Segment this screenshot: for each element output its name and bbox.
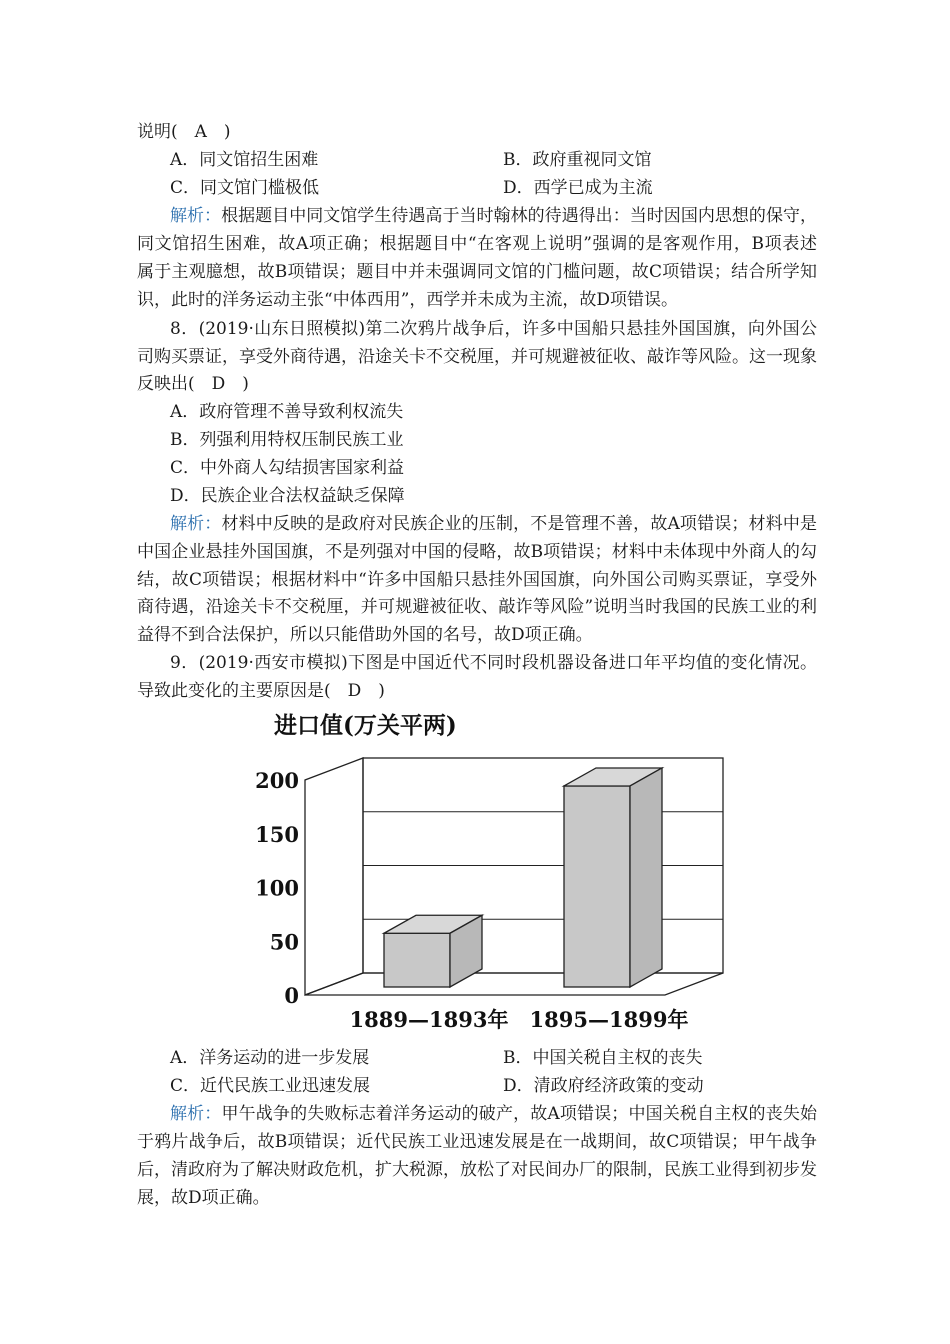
q8-analysis-line-4: 商待遇，沿途关卡不交税厘，并可规避被征收、敲诈等风险”说明当时我国的民族工业的利 — [137, 597, 817, 617]
q7-analysis-line-2: 同文馆招生困难，故A项正确；根据题目中“在客观上说明”强调的是客观作用，B项表述 — [137, 234, 817, 254]
q8-analysis-label: 解析： — [170, 514, 222, 534]
q7-analysis-line-4: 识，此时的洋务运动主张“中体西用”，西学并未成为主流，故D项错误。 — [137, 290, 679, 310]
q8-option-a: A．政府管理不善导致利权流失 — [170, 402, 404, 422]
chart-bar-side — [630, 768, 662, 987]
chart-title: 进口值(万关平两) — [274, 712, 457, 739]
q7-option-a: A．同文馆招生困难 — [170, 150, 319, 170]
q8-option-b: B．列强利用特权压制民族工业 — [170, 430, 404, 450]
q8-option-d: D．民族企业合法权益缺乏保障 — [170, 486, 405, 506]
q9-analysis-line-3: 后，清政府为了解决财政危机，扩大税源，放松了对民间办厂的限制，民族工业得到初步发 — [137, 1160, 817, 1180]
chart-y-tick-label: 50 — [269, 929, 299, 955]
q7-analysis-line-1: 解析：根据题目中同文馆学生待遇高于当时翰林的待遇得出：当时因国内思想的保守， — [170, 206, 818, 226]
q9-option-d: D．清政府经济政策的变动 — [503, 1076, 704, 1096]
chart-floor — [305, 973, 723, 995]
chart-x-axis — [350, 1007, 689, 1032]
q8-stem-line-3: 反映出( D ) — [137, 374, 249, 394]
chart-y-tick-label: 0 — [284, 983, 299, 1008]
q7-analysis-label: 解析： — [170, 206, 222, 226]
q7-stem-tail: 说明( A ) — [137, 122, 231, 142]
chart-bar — [564, 786, 630, 987]
q9-analysis-label: 解析： — [170, 1104, 222, 1124]
q9-option-a: A．洋务运动的进一步发展 — [170, 1048, 370, 1068]
q8-stem-line-1: 8．(2019·山东日照模拟)第二次鸦片战争后，许多中国船只悬挂外国国旗，向外国公 — [170, 319, 817, 339]
chart-x-tick-label: 1889—1893年 — [349, 1007, 509, 1032]
q9-stem-line-1: 9．(2019·西安市模拟)下图是中国近代不同时段机器设备进口年平均值的变化情况。 — [170, 653, 817, 673]
q7-analysis-line-3: 属于主观臆想，故B项错误；题目中并未强调同文馆的门槛问题，故C项错误；结合所学知 — [137, 262, 817, 282]
chart-y-tick-label: 150 — [255, 821, 299, 847]
chart-x-tick-label: 1895—1899年 — [529, 1007, 689, 1032]
q9-analysis-line-1: 解析：甲午战争的失败标志着洋务运动的破产，故A项错误；中国关税自主权的丧失始 — [170, 1104, 817, 1124]
q9-option-b: B．中国关税自主权的丧失 — [503, 1048, 703, 1068]
q8-stem-line-2: 司购买票证，享受外商待遇，沿途关卡不交税厘，并可规避被征收、敲诈等风险。这一现象 — [137, 347, 817, 367]
chart-bars — [384, 768, 662, 987]
q7-option-d: D．西学已成为主流 — [503, 178, 653, 198]
q8-analysis-line-3: 结，故C项错误；根据材料中“许多中国船只悬挂外国国旗，向外国公司购买票证，享受外 — [137, 570, 817, 590]
q8-option-c: C．中外商人勾结损害国家利益 — [170, 458, 405, 478]
q9-option-c: C．近代民族工业迅速发展 — [170, 1076, 371, 1096]
chart-bar — [384, 933, 450, 987]
q8-analysis-line-2: 中国企业悬挂外国国旗，不是列强对中国的侵略，故B项错误；材料中未体现中外商人的勾 — [137, 542, 817, 562]
q7-option-b: B．政府重视同文馆 — [503, 150, 652, 170]
q9-stem-line-2: 导致此变化的主要原因是( D ) — [137, 681, 385, 701]
import-value-chart — [255, 705, 725, 1040]
q9-analysis-line-2: 于鸦片战争后，故B项错误；近代民族工业迅速发展是在一战期间，故C项错误；甲午战争 — [137, 1132, 817, 1152]
chart-side-wall — [305, 758, 363, 995]
chart-y-axis — [255, 768, 299, 1008]
q8-analysis-line-5: 益得不到合法保护，所以只能借助外国的名号，故D项正确。 — [137, 625, 593, 645]
q8-analysis-line-1: 解析：材料中反映的是政府对民族企业的压制，不是管理不善，故A项错误；材料中是 — [170, 514, 817, 534]
q7-option-c: C．同文馆门槛极低 — [170, 178, 320, 198]
chart-y-tick-label: 200 — [255, 768, 299, 793]
q9-analysis-line-4: 展，故D项正确。 — [137, 1188, 270, 1208]
chart-y-tick-label: 100 — [255, 875, 299, 901]
